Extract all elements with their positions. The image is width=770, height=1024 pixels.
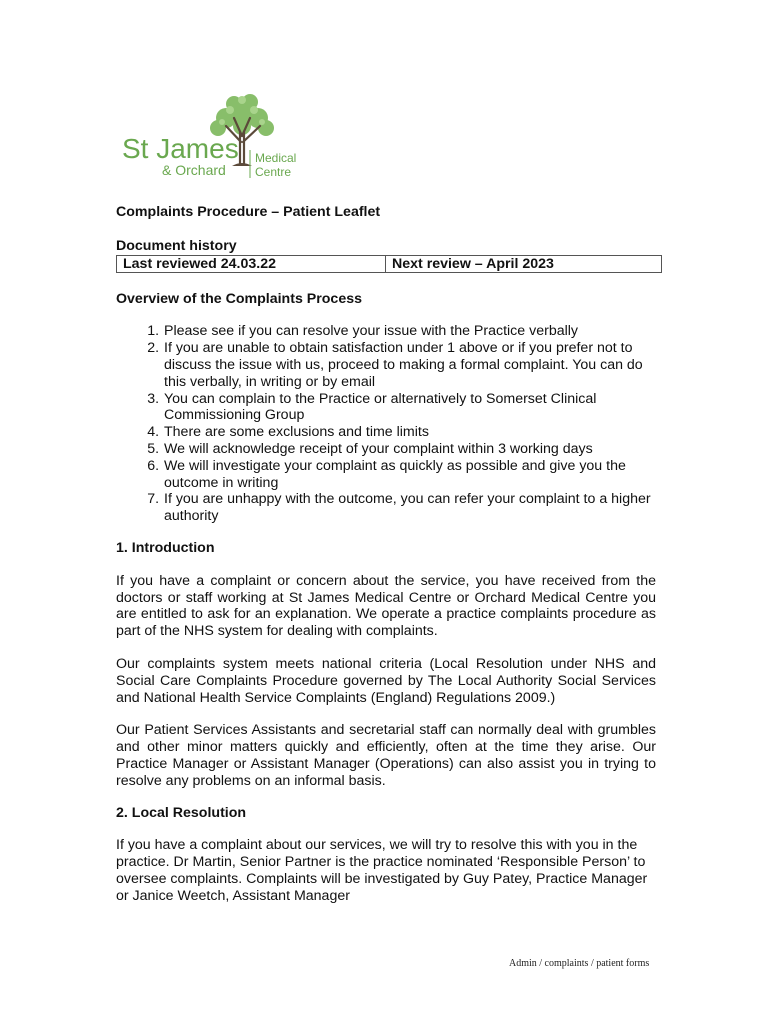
list-item: 6. We will investigate your complaint as quickly as possible and give you the outcome in writing bbox=[163, 458, 656, 492]
table-row bbox=[117, 255, 662, 272]
list-item: 2. If you are unable to obtain satisfaction under 1 above or if you prefer not to discuss the issue with us, proceed to making a formal complaint. You can do this verbally, in writing or by email bbox=[163, 340, 656, 390]
logo-text-main: St James bbox=[122, 133, 239, 164]
list-item: 4. There are some exclusions and time limits bbox=[163, 424, 656, 441]
document-history-table bbox=[116, 255, 662, 273]
list-item: 1. Please see if you can resolve your issue with the Practice verbally bbox=[163, 323, 656, 340]
list-item: 7. If you are unhappy with the outcome, you can refer your complaint to a higher authority bbox=[163, 491, 656, 525]
document-history-label: Document history bbox=[116, 237, 237, 254]
logo-text-medical: Medical bbox=[255, 151, 297, 165]
next-review-cell: Next review – April 2023 bbox=[386, 255, 662, 272]
last-reviewed-cell: Last reviewed 24.03.22 bbox=[117, 255, 386, 272]
list-item: 5. We will acknowledge receipt of your complaint within 3 working days bbox=[163, 441, 656, 458]
introduction-paragraph-3: Our Patient Services Assistants and secretarial staff can normally deal with grumbles and other minor matters quickly and efficiently, often at the time they arise. Our Practice Manager or Assistant Manager (Operations) can also assist you in trying to resolve any problems on an informal basis. bbox=[116, 722, 656, 789]
introduction-paragraph-1: If you have a complaint or concern about the service, you have received from the doctors or staff working at St James Medical Centre or Orchard Medical Centre you are entitled to ask for an explanation. We operate a practice complaints procedure as part of the NHS system for dealing with complaints. bbox=[116, 572, 656, 640]
logo-text-sub: & Orchard bbox=[162, 162, 226, 178]
footer-path: Admin / complaints / patient forms bbox=[509, 958, 650, 969]
introduction-heading: 1. Introduction bbox=[116, 539, 215, 556]
local-resolution-heading: 2. Local Resolution bbox=[116, 804, 247, 821]
process-steps-list bbox=[116, 323, 656, 525]
introduction-paragraph-2: Our complaints system meets national criteria (Local Resolution under NHS and Social Care Complaints Procedure governed by The Local Authority Social Services and National Health Service Complaints (England) Regulations 2009.) bbox=[116, 655, 656, 706]
list-item: 3. You can complain to the Practice or alternatively to Somerset Clinical Commissioning Group bbox=[163, 391, 656, 425]
practice-logo bbox=[120, 92, 310, 184]
logo-text-centre: Centre bbox=[255, 165, 292, 179]
local-resolution-paragraph: If you have a complaint about our services, we will try to resolve this with you in the practice. Dr Martin, Senior Partner is the practice nominated ‘Responsible Person’ to oversee complaints. Complaints will be investigated by Guy Patey, Practice Manager or Janice Weetch, Assistant Manager bbox=[116, 837, 648, 904]
tree-logo-icon bbox=[120, 92, 310, 184]
overview-heading: Overview of the Complaints Process bbox=[116, 290, 362, 307]
document-title: Complaints Procedure – Patient Leaflet bbox=[116, 204, 381, 220]
document-body bbox=[116, 204, 656, 905]
